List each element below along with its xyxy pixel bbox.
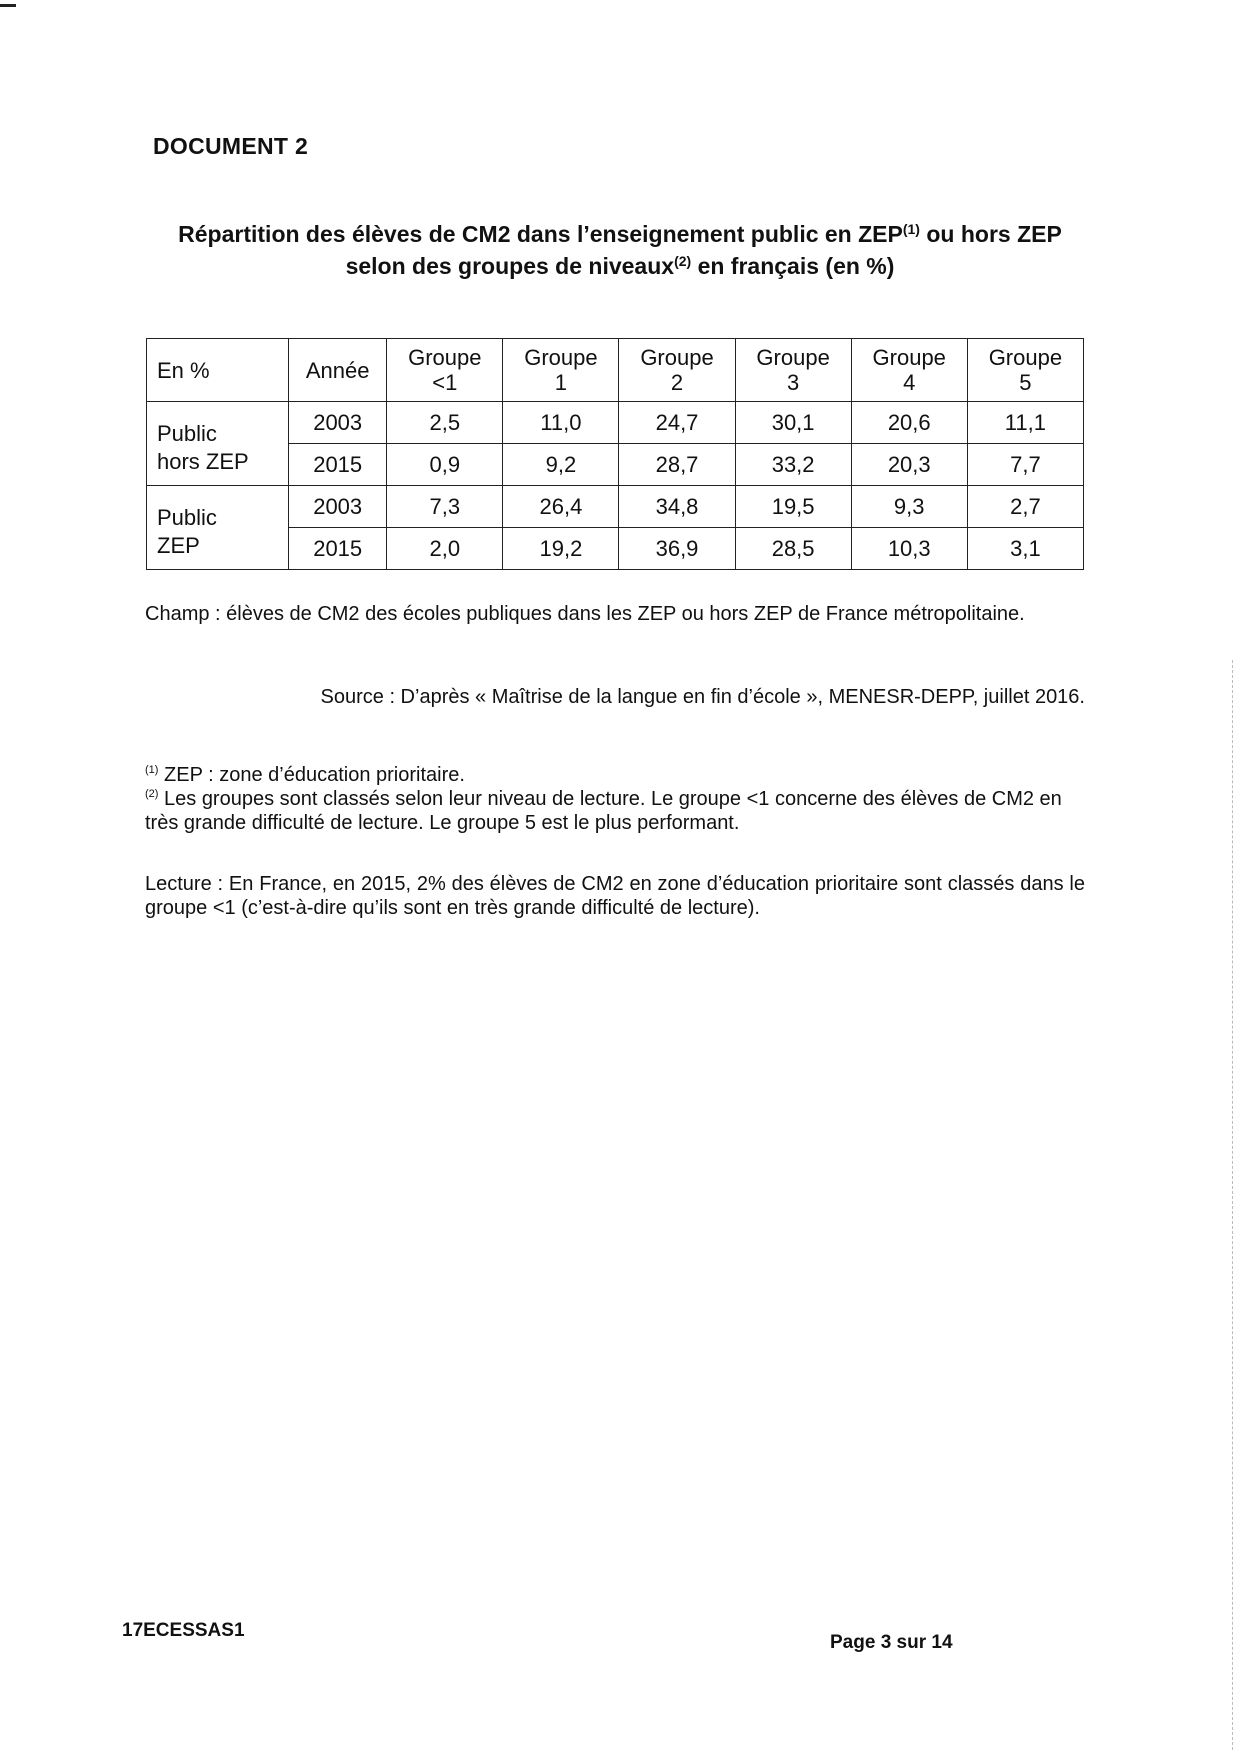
header-groupe-4: Groupe 4: [851, 339, 967, 402]
value-cell: 7,7: [967, 444, 1083, 486]
footnote-1: [145, 763, 1085, 787]
footnote-ref-2: (2): [674, 253, 692, 269]
page-number: Page 3 sur 14: [830, 1632, 953, 1653]
header-groupe-2: Groupe 2: [619, 339, 735, 402]
value-cell: 33,2: [735, 444, 851, 486]
table-title: [150, 218, 1090, 282]
value-cell: 2,0: [387, 528, 503, 570]
document-label: DOCUMENT 2: [153, 133, 309, 159]
value-cell: 24,7: [619, 402, 735, 444]
title-part-1: Répartition des élèves de CM2 dans l’enseignement public en ZEP: [178, 221, 903, 247]
footnote-text-2: Les groupes sont classés selon leur niveau de lecture. Le groupe <1 concerne des élèves de CM2 en très grande difficulté de lecture. Le groupe 5 est le plus performant.: [145, 788, 1062, 834]
value-cell: 30,1: [735, 402, 851, 444]
value-cell: 20,3: [851, 444, 967, 486]
table-header-row: [147, 339, 1084, 402]
header-groupe-1: Groupe 1: [503, 339, 619, 402]
footnote-ref-1: (1): [902, 221, 920, 237]
value-cell: 19,5: [735, 486, 851, 528]
header-groupe-3: Groupe 3: [735, 339, 851, 402]
footnote-text-1: ZEP : zone d’éducation prioritaire.: [158, 764, 465, 786]
source-text: Source : D’après « Maîtrise de la langue en fin d’école », MENESR-DEPP, juillet 2016.: [320, 686, 1085, 708]
value-cell: 10,3: [851, 528, 967, 570]
value-cell: 2,7: [967, 486, 1083, 528]
year-cell: 2015: [289, 528, 387, 570]
title-part-2: ou hors ZEP selon des groupes de niveaux: [345, 221, 1062, 279]
value-cell: 9,3: [851, 486, 967, 528]
value-cell: 11,0: [503, 402, 619, 444]
value-cell: 26,4: [503, 486, 619, 528]
exam-code: 17ECESSAS1: [122, 1620, 245, 1641]
row-group-label: Public ZEP: [147, 486, 289, 570]
header-groupe-lt1: Groupe <1: [387, 339, 503, 402]
value-cell: 34,8: [619, 486, 735, 528]
value-cell: 20,6: [851, 402, 967, 444]
value-cell: 9,2: [503, 444, 619, 486]
title-part-3: en français (en %): [691, 253, 895, 279]
header-en-pourcent: En %: [147, 339, 289, 402]
footnote-marker-2: (2): [145, 788, 159, 800]
data-table: [146, 338, 1084, 570]
value-cell: 3,1: [967, 528, 1083, 570]
value-cell: 0,9: [387, 444, 503, 486]
scan-corner-mark: [0, 4, 16, 7]
footnote-marker-1: (1): [145, 764, 159, 776]
lecture-text: Lecture : En France, en 2015, 2% des élèves de CM2 en zone d’éducation prioritaire sont classés dans le groupe <1 (c’est-à-dire qu’ils sont en très grande difficulté de lecture).: [145, 873, 1085, 919]
footnote-2: [145, 787, 1085, 835]
header-annee: Année: [289, 339, 387, 402]
year-cell: 2003: [289, 486, 387, 528]
table-row: [147, 402, 1084, 444]
value-cell: 2,5: [387, 402, 503, 444]
value-cell: 36,9: [619, 528, 735, 570]
value-cell: 11,1: [967, 402, 1083, 444]
year-cell: 2003: [289, 402, 387, 444]
year-cell: 2015: [289, 444, 387, 486]
value-cell: 28,7: [619, 444, 735, 486]
table-row: [147, 486, 1084, 528]
footnotes: [145, 763, 1085, 835]
scan-edge-artifact: [1232, 660, 1234, 1750]
header-groupe-5: Groupe 5: [967, 339, 1083, 402]
value-cell: 19,2: [503, 528, 619, 570]
value-cell: 28,5: [735, 528, 851, 570]
row-group-label: Public hors ZEP: [147, 402, 289, 486]
champ-text: Champ : élèves de CM2 des écoles publiques dans les ZEP ou hors ZEP de France métropolitaine.: [145, 603, 1025, 625]
value-cell: 7,3: [387, 486, 503, 528]
